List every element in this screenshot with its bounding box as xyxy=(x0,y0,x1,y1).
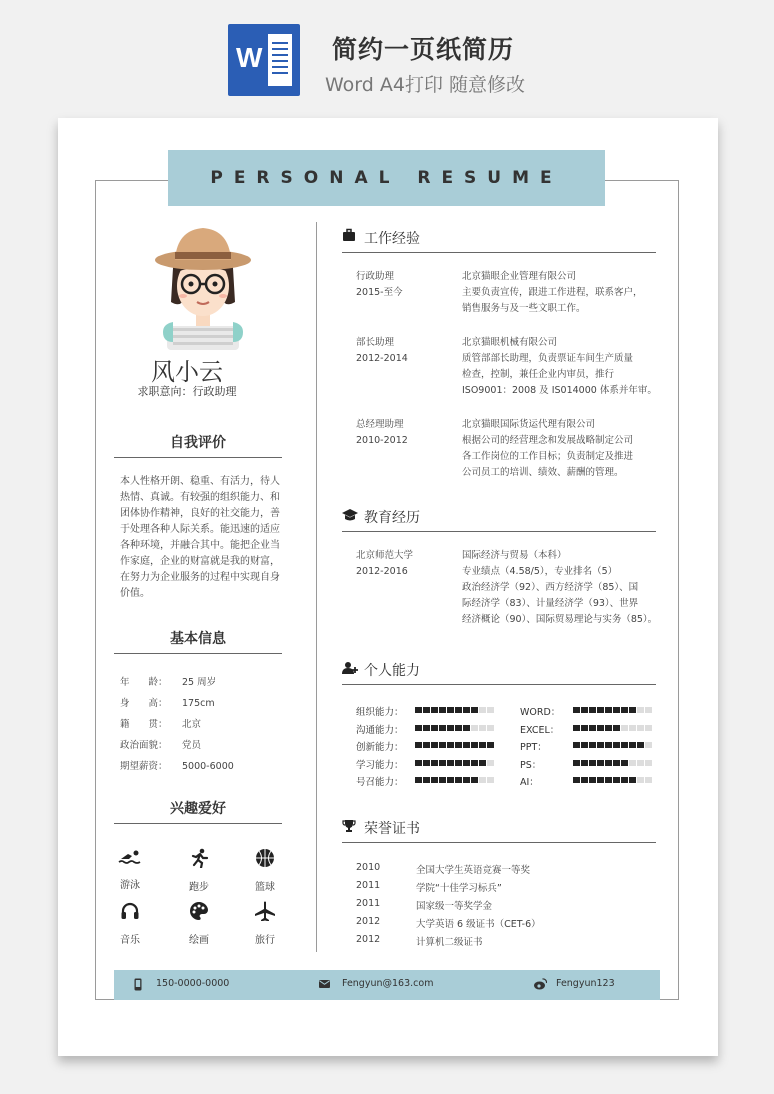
self-eval-text: 本人性格开朗、稳重、有活力，待人热情、真诚。有较强的组织能力、和团体协作精神，良好的社交能力，善于处理各种人际关系。能迅速的适应各种环境，并融合其中。能把企业当作家庭，企业的财富就是我的财富，在努力为企业服务的过程中实现自身价值。 xyxy=(120,476,280,599)
hobby-label: 跑步 xyxy=(189,882,209,893)
skill-segment xyxy=(613,707,620,713)
edu-major: 国际经济与贸易（本科） xyxy=(462,550,567,561)
contact-weibo[interactable]: Fengyun123 xyxy=(556,978,615,989)
skill-segment xyxy=(487,707,494,713)
skill-segment xyxy=(589,742,596,748)
skill-segment xyxy=(431,777,438,783)
skill-segment xyxy=(471,742,478,748)
skill-segment xyxy=(605,742,612,748)
top-banner xyxy=(0,0,774,110)
resume-page xyxy=(58,118,718,1056)
skill-segment xyxy=(645,742,652,748)
skill-segment xyxy=(447,777,454,783)
skill-segment xyxy=(463,725,470,731)
skill-segment xyxy=(629,707,636,713)
skill-segment xyxy=(605,760,612,766)
banner-title: 简约一页纸简历 xyxy=(332,35,515,64)
work-company: 北京猫眼机械有限公司 xyxy=(462,337,558,348)
info-key: 期望薪资： xyxy=(120,761,168,772)
basic-info-row xyxy=(120,716,201,730)
skill-segment xyxy=(581,707,588,713)
column-divider xyxy=(316,222,317,952)
skill-segment xyxy=(637,725,644,731)
skill-level-bar xyxy=(415,707,495,715)
resume-title: PERSONAL RESUME xyxy=(210,168,563,188)
skill-level-bar xyxy=(573,777,653,785)
info-value: 北京 xyxy=(182,719,202,730)
work-company: 北京猫眼国际货运代理有限公司 xyxy=(462,419,596,430)
skill-segment xyxy=(455,760,462,766)
honor-year: 2011 xyxy=(356,898,381,909)
basic-info-row xyxy=(120,758,234,772)
info-key: 身 高： xyxy=(120,698,168,709)
work-desc-line: 检查，控制，兼任企业内审员，推行 xyxy=(462,369,615,380)
basic-info-row xyxy=(120,737,201,751)
edu-heading: 教育经历 xyxy=(364,510,420,526)
work-desc-line: 根据公司的经营理念和发展战略制定公司 xyxy=(462,435,634,446)
skill-segment xyxy=(573,707,580,713)
skill-segment xyxy=(605,707,612,713)
banner-subtitle: Word A4打印 随意修改 xyxy=(325,74,526,96)
skill-segment xyxy=(573,760,580,766)
skill-segment xyxy=(581,777,588,783)
avatar xyxy=(153,222,253,350)
hobby-label: 篮球 xyxy=(255,882,275,893)
skill-segment xyxy=(487,760,494,766)
honor-year: 2012 xyxy=(356,916,381,927)
work-company: 北京猫眼企业管理有限公司 xyxy=(462,271,577,282)
skill-segment xyxy=(629,760,636,766)
self-eval-heading: 自我评价 xyxy=(170,435,226,451)
skill-segment xyxy=(613,725,620,731)
skill-segment xyxy=(455,707,462,713)
skill-segment xyxy=(431,760,438,766)
skill-segment xyxy=(479,777,486,783)
skill-segment xyxy=(415,725,422,731)
edu-period: 2012-2016 xyxy=(356,566,408,577)
honor-year: 2010 xyxy=(356,862,381,873)
hobby-swimming xyxy=(105,848,155,891)
skill-segment xyxy=(439,742,446,748)
edu-rule xyxy=(342,531,656,532)
work-desc-line: 销售服务与及一些文职工作。 xyxy=(462,303,586,314)
skill-level-bar xyxy=(573,707,653,715)
skill-segment xyxy=(589,707,596,713)
skill-segment xyxy=(629,777,636,783)
skill-segment xyxy=(621,742,628,748)
skill-segment xyxy=(487,725,494,731)
work-role: 总经理助理 xyxy=(356,419,404,430)
honor-text: 国家级一等奖学金 xyxy=(416,901,493,912)
skill-segment xyxy=(463,707,470,713)
work-desc-line: ISO9001：2008 及 IS014000 体系并年审。 xyxy=(462,385,657,396)
headphones-icon xyxy=(120,901,140,921)
edu-desc-line: 际经济学（83）、计量经济学（93）、世界 xyxy=(462,598,639,609)
self-eval-rule xyxy=(114,457,282,458)
work-period: 2012-2014 xyxy=(356,353,408,364)
skill-segment xyxy=(621,725,628,731)
skill-segment xyxy=(597,725,604,731)
info-key: 年 龄： xyxy=(120,677,168,688)
skill-segment xyxy=(581,725,588,731)
skill-level-bar xyxy=(415,742,495,750)
skill-level-bar xyxy=(573,760,653,768)
skill-segment xyxy=(447,760,454,766)
info-value: 175cm xyxy=(182,698,215,709)
skill-label: PPT： xyxy=(520,742,547,753)
phone-icon xyxy=(134,978,142,991)
skill-segment xyxy=(423,777,430,783)
skill-segment xyxy=(431,707,438,713)
skill-segment xyxy=(629,725,636,731)
skill-segment xyxy=(589,725,596,731)
skill-segment xyxy=(597,707,604,713)
skill-segment xyxy=(479,760,486,766)
skill-segment xyxy=(589,777,596,783)
contact-email[interactable]: Fengyun@163.com xyxy=(342,978,434,989)
contact-bar xyxy=(114,970,660,1000)
skill-segment xyxy=(439,707,446,713)
swimming-icon xyxy=(118,848,142,866)
skill-segment xyxy=(471,725,478,731)
hobby-travel xyxy=(240,901,290,946)
skill-segment xyxy=(423,725,430,731)
skill-segment xyxy=(637,707,644,713)
skill-segment xyxy=(447,742,454,748)
honors-rule xyxy=(342,842,656,843)
info-value: 25 周岁 xyxy=(182,677,217,688)
edu-desc-line: 专业绩点（4.58/5），专业排名（5） xyxy=(462,566,618,577)
skill-segment xyxy=(645,777,652,783)
skill-segment xyxy=(487,777,494,783)
graduation-cap-icon xyxy=(342,508,358,522)
hobby-music xyxy=(105,901,155,946)
hobbies-heading: 兴趣爱好 xyxy=(170,801,226,817)
skill-segment xyxy=(447,707,454,713)
basic-info-row xyxy=(120,674,216,688)
skill-label: 创新能力： xyxy=(356,742,404,753)
skill-segment xyxy=(573,777,580,783)
skill-segment xyxy=(637,760,644,766)
palette-icon xyxy=(189,901,209,921)
skill-label: 号召能力： xyxy=(356,777,404,788)
skill-segment xyxy=(463,777,470,783)
skill-segment xyxy=(613,760,620,766)
skill-segment xyxy=(613,777,620,783)
skill-segment xyxy=(439,777,446,783)
skill-segment xyxy=(645,760,652,766)
skill-level-bar xyxy=(573,725,653,733)
skill-segment xyxy=(447,725,454,731)
skill-level-bar xyxy=(415,777,495,785)
skill-segment xyxy=(589,760,596,766)
skill-segment xyxy=(597,777,604,783)
skill-segment xyxy=(597,742,604,748)
skill-segment xyxy=(621,760,628,766)
hobby-running xyxy=(174,848,224,893)
edu-desc-line: 经济概论（90）、国际贸易理论与实务（85）。 xyxy=(462,614,658,625)
skill-segment xyxy=(479,725,486,731)
info-key: 籍 贯： xyxy=(120,719,168,730)
work-desc-line: 质管部部长助理，负责票证车间生产质量 xyxy=(462,353,634,364)
work-period: 2010-2012 xyxy=(356,435,408,446)
honor-text: 学院“十佳学习标兵” xyxy=(416,883,502,894)
honor-year: 2012 xyxy=(356,934,381,945)
work-role: 行政助理 xyxy=(356,271,395,282)
skill-segment xyxy=(471,760,478,766)
skill-segment xyxy=(637,777,644,783)
skill-segment xyxy=(573,725,580,731)
edu-school: 北京师范大学 xyxy=(356,550,414,561)
hobby-label: 旅行 xyxy=(255,935,275,946)
skill-segment xyxy=(423,742,430,748)
honor-text: 全国大学生英语竞赛一等奖 xyxy=(416,865,531,876)
skill-segment xyxy=(455,725,462,731)
info-key: 政治面貌： xyxy=(120,740,168,751)
word-logo-letter: W xyxy=(236,42,263,73)
contact-phone[interactable]: 150-0000-0000 xyxy=(156,978,230,989)
skill-segment xyxy=(479,707,486,713)
skill-segment xyxy=(423,707,430,713)
info-value: 党员 xyxy=(182,740,202,751)
skill-segment xyxy=(573,742,580,748)
work-heading: 工作经验 xyxy=(364,231,420,247)
work-desc-line: 公司员工的培训、绩效、薪酬的管理。 xyxy=(462,467,624,478)
hobby-basketball xyxy=(240,848,290,893)
skill-segment xyxy=(415,760,422,766)
trophy-icon xyxy=(342,819,356,833)
skill-label: 组织能力： xyxy=(356,707,404,718)
skill-label: 学习能力： xyxy=(356,759,404,771)
work-period: 2015-至今 xyxy=(356,287,403,298)
skill-segment xyxy=(597,760,604,766)
resume-title-box xyxy=(168,150,605,206)
work-desc-line: 主要负责宣传，跟进工作进程，联系客户， xyxy=(462,287,643,298)
skill-segment xyxy=(415,742,422,748)
skill-segment xyxy=(605,777,612,783)
honor-year: 2011 xyxy=(356,880,381,891)
job-intent: 求职意向：行政助理 xyxy=(137,385,237,398)
skill-segment xyxy=(471,777,478,783)
skill-level-bar xyxy=(415,760,495,768)
skill-segment xyxy=(455,742,462,748)
skill-segment xyxy=(415,777,422,783)
skill-segment xyxy=(605,725,612,731)
skill-segment xyxy=(621,777,628,783)
skill-label: WORD： xyxy=(520,707,561,718)
skill-segment xyxy=(431,725,438,731)
skills-rule xyxy=(342,684,656,685)
skill-segment xyxy=(439,725,446,731)
skill-label: EXCEL： xyxy=(520,724,560,736)
hobby-label: 绘画 xyxy=(189,935,209,946)
skill-segment xyxy=(487,742,494,748)
word-icon xyxy=(228,24,300,96)
email-icon xyxy=(319,980,330,988)
skill-label: 沟通能力： xyxy=(356,724,404,736)
skill-segment xyxy=(645,707,652,713)
airplane-icon xyxy=(254,901,276,921)
skill-segment xyxy=(463,742,470,748)
skill-segment xyxy=(471,707,478,713)
skill-label: PS： xyxy=(520,759,542,771)
work-desc-line: 各工作岗位的工作目标；负责制定及推进 xyxy=(462,451,634,462)
skill-level-bar xyxy=(415,725,495,733)
user-add-icon xyxy=(342,661,358,675)
skill-segment xyxy=(439,760,446,766)
skill-segment xyxy=(455,777,462,783)
edu-desc-line: 政治经济学（92）、西方经济学（85）、国 xyxy=(462,582,639,593)
skill-segment xyxy=(613,742,620,748)
weibo-icon xyxy=(534,978,547,990)
honor-text: 计算机二级证书 xyxy=(416,937,483,948)
basic-info-heading: 基本信息 xyxy=(170,631,226,647)
skill-segment xyxy=(621,707,628,713)
skill-segment xyxy=(629,742,636,748)
skill-segment xyxy=(463,760,470,766)
skill-segment xyxy=(431,742,438,748)
briefcase-icon xyxy=(342,228,356,242)
skill-segment xyxy=(581,742,588,748)
skill-segment xyxy=(423,760,430,766)
hobby-label: 音乐 xyxy=(120,935,140,946)
hobbies-rule xyxy=(114,823,282,824)
hobby-label: 游泳 xyxy=(120,880,140,891)
running-icon xyxy=(189,848,209,868)
basic-info-rule xyxy=(114,653,282,654)
skill-segment xyxy=(479,742,486,748)
skill-segment xyxy=(415,707,422,713)
basic-info-row xyxy=(120,695,215,709)
skills-heading: 个人能力 xyxy=(364,663,420,679)
honor-text: 大学英语 6 级证书（CET-6） xyxy=(416,919,541,930)
hobby-painting xyxy=(174,901,224,946)
skill-segment xyxy=(645,725,652,731)
skill-segment xyxy=(581,760,588,766)
basketball-icon xyxy=(255,848,275,868)
candidate-name: 风小云 xyxy=(151,358,223,386)
skill-level-bar xyxy=(573,742,653,750)
work-rule xyxy=(342,252,656,253)
skill-segment xyxy=(637,742,644,748)
work-role: 部长助理 xyxy=(356,337,395,348)
skill-label: AI： xyxy=(520,777,539,788)
honors-heading: 荣誉证书 xyxy=(364,821,420,837)
info-value: 5000-6000 xyxy=(182,761,234,772)
